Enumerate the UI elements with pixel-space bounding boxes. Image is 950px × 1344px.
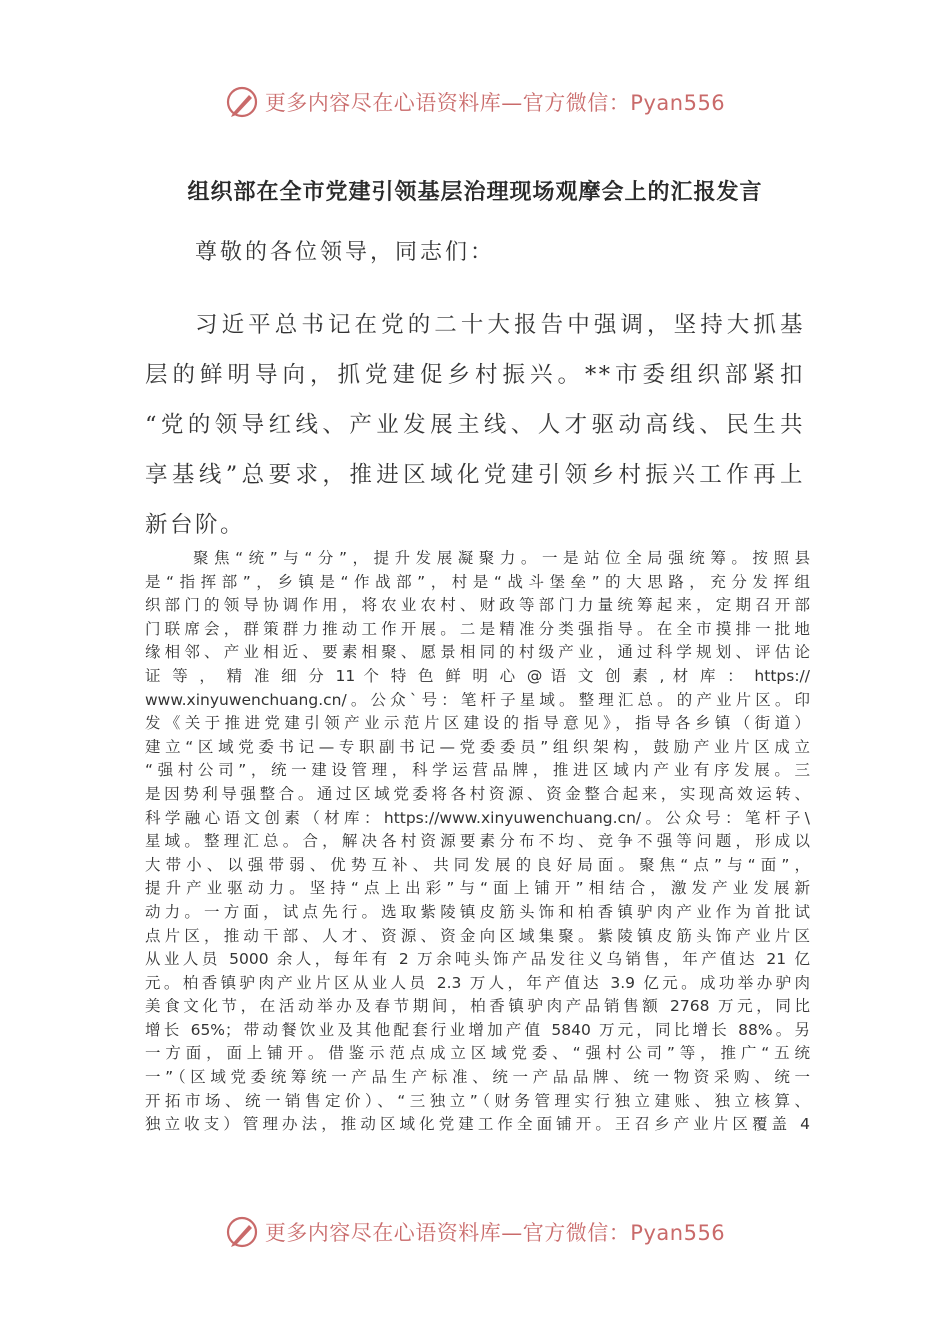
body-line: 门联席会，群策群力推动工作开展。二是精准分类强指导。在全市摸排一批地 bbox=[145, 619, 810, 638]
body-line: 是“指挥部”，乡镇是“作战部”，村是“战斗堡垒”的大思路，充分发挥组 bbox=[145, 572, 810, 591]
body-line: “强村公司”，统一建设管理，科学运营品牌，推进区域内产业有序发展。三 bbox=[145, 761, 810, 780]
document-title: 组织部在全市党建引领基层治理现场观摩会上的汇报发言 bbox=[187, 180, 763, 205]
body-line: 缘相邻、产业相近、要素相聚、愿景相同的村级产业，通过科学规划、评估论 bbox=[145, 643, 810, 662]
pen-logo-icon bbox=[225, 1215, 259, 1249]
footer-watermark bbox=[0, 1212, 950, 1252]
body-line: 元。柏香镇驴肉产业片区从业人员 2.3 万人，年产值达 3.9 亿元。成功举办驴肉 bbox=[145, 973, 810, 992]
header-watermark bbox=[0, 82, 950, 122]
body-line: 一”（区域党委统筹统一产品生产标准、统一产品品牌、统一物资采购、统一 bbox=[145, 1068, 810, 1087]
watermark-text: 更多内容尽在心语资料库—官方微信：Pyan556 bbox=[264, 91, 726, 115]
lead-line: “党的领导红线、产业发展主线、人才驱动高线、民生共 bbox=[145, 412, 805, 438]
body-line: 动力。一方面，试点先行。选取紫陵镇皮筋头饰和柏香镇驴肉产业作为首批试 bbox=[145, 902, 810, 921]
body-paragraph bbox=[145, 547, 810, 1137]
body-line: www.xinyuwenchuang.cn/。公众`号：笔杆子星域。整理汇总。的产业片区。印 bbox=[145, 690, 810, 709]
lead-line: 习近平总书记在党的二十大报告中强调，坚持大抓基 bbox=[195, 312, 805, 338]
body-line: 星域。整理汇总。合，解决各村资源要素分布不均、竞争不强等问题，形成以 bbox=[145, 832, 810, 851]
body-line: 独立收支）管理办法，推动区域化党建工作全面铺开。王召乡产业片区覆盖 4 bbox=[145, 1115, 810, 1134]
body-line: 织部门的领导协调作用，将农业农村、财政等部门力量统筹起来，定期召开部 bbox=[145, 596, 810, 615]
body-line: 聚焦“统”与“分”，提升发展凝聚力。一是站位全局强统筹。按照县 bbox=[193, 549, 810, 567]
lead-paragraph bbox=[145, 300, 805, 550]
body-line: 增长 65%；带动餐饮业及其他配套行业增加产值 5840 万元，同比增长 88%。另 bbox=[145, 1020, 810, 1039]
body-line: 提升产业驱动力。坚持“点上出彩”与“面上铺开”相结合，激发产业发展新 bbox=[145, 879, 810, 898]
body-line: 一方面，面上铺开。借鉴示范点成立区域党委、“强村公司”等，推广“五统 bbox=[145, 1044, 810, 1063]
body-line: 大带小、以强带弱、优势互补、共同发展的良好局面。聚焦“点”与“面”， bbox=[145, 855, 810, 874]
lead-line: 享基线”总要求，推进区域化党建引领乡村振兴工作再上 bbox=[145, 462, 805, 488]
body-line: 发《关于推进党建引领产业示范片区建设的指导意见》，指导各乡镇（街道） bbox=[145, 714, 810, 733]
lead-line: 层的鲜明导向，抓党建促乡村振兴。**市委组织部紧扣 bbox=[145, 362, 805, 388]
body-line: 科学融心语文创素（材库：https://www.xinyuwenchuang.cn/。公众号：笔杆子\ bbox=[145, 808, 810, 827]
lead-line: 新台阶。 bbox=[145, 512, 246, 538]
body-line: 证 等 ， 精 准 细 分 11 个 特 色 鲜 明 心 @ 语 文 创 素 , 材 库 ： https:// bbox=[145, 666, 810, 685]
body-line: 点片区，推动干部、人才、资源、资金向区域集聚。紫陵镇皮筋头饰产业片区 bbox=[145, 926, 810, 945]
salutation: 尊敬的各位领导，同志们： bbox=[195, 240, 496, 265]
body-line: 美食文化节，在活动举办及春节期间，柏香镇驴肉产品销售额 2768 万元，同比 bbox=[145, 997, 810, 1016]
body-line: 建立“区域党委书记—专职副书记—党委委员”组织架构，鼓励产业片区成立 bbox=[145, 737, 810, 756]
body-line: 开拓市场、统一销售定价）、“三独立”（财务管理实行独立建账、独立核算、 bbox=[145, 1091, 810, 1110]
watermark-text: 更多内容尽在心语资料库—官方微信：Pyan556 bbox=[264, 1221, 726, 1245]
body-line: 从业人员 5000 余人，每年有 2 万余吨头饰产品发往义乌销售，年产值达 21 亿 bbox=[145, 950, 810, 969]
pen-logo-icon bbox=[225, 85, 259, 119]
body-line: 是因势利导强整合。通过区域党委将各村资源、资金整合起来，实现高效运转、 bbox=[145, 784, 810, 803]
